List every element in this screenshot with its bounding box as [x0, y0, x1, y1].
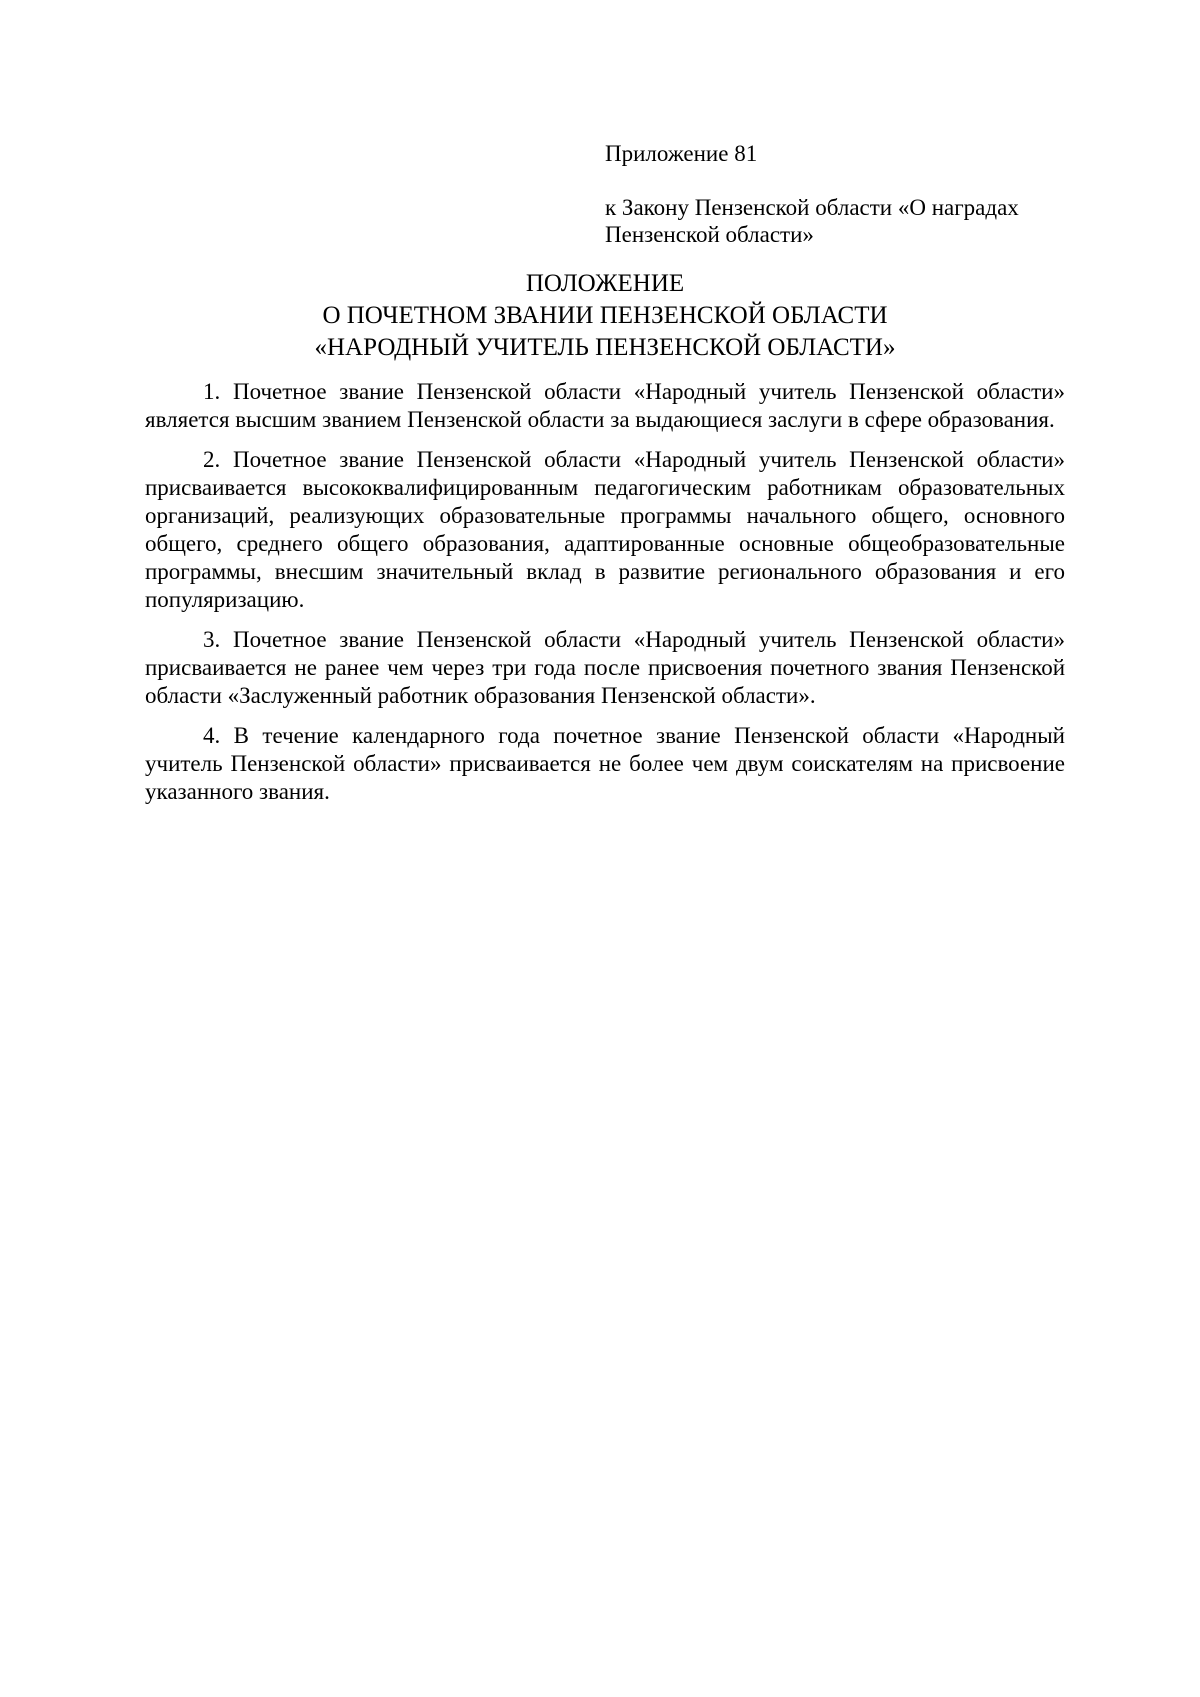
attachment-note	[605, 140, 1075, 248]
title-line-2: О ПОЧЕТНОМ ЗВАНИИ ПЕНЗЕНСКОЙ ОБЛАСТИ	[322, 302, 888, 329]
title-line-3: «НАРОДНЫЙ УЧИТЕЛЬ ПЕНЗЕНСКОЙ ОБЛАСТИ»	[314, 334, 896, 361]
attachment-number: Приложение 81	[605, 141, 758, 166]
paragraph-3: 3. Почетное звание Пензенской области «Народный учитель Пензенской области» присваивается не ранее чем через три года после присвоения почетного звания Пензенской области «Заслуженный работник образования Пензенской области».	[145, 627, 1065, 708]
paragraph-4: 4. В течение календарного года почетное звание Пензенской области «Народный учитель Пензенской области» присваивается не более чем двум соискателям на присвоение указанного звания.	[145, 723, 1065, 804]
paragraph-1: 1. Почетное звание Пензенской области «Народный учитель Пензенской области» является высшим званием Пензенской области за выдающиеся заслуги в сфере образования.	[145, 379, 1065, 432]
title-line-1: ПОЛОЖЕНИЕ	[525, 270, 685, 297]
paragraph-2: 2. Почетное звание Пензенской области «Народный учитель Пензенской области» присваивается высококвалифицированным педагогическим работникам образовательных организаций, реализующих образовательные программы начального общего, основного общего, среднего общего образования, адаптированные основные общеобразовательные программы, внесшим значительный вклад в развитие регионального образования и его популяризацию.	[145, 447, 1065, 612]
document-title	[145, 268, 1065, 364]
attachment-law-reference	[605, 194, 1075, 248]
attachment-law-line-2: Пензенской области»	[605, 222, 814, 247]
document-body	[145, 378, 1065, 818]
attachment-law-line-1: к Закону Пензенской области «О наградах	[605, 195, 1019, 220]
